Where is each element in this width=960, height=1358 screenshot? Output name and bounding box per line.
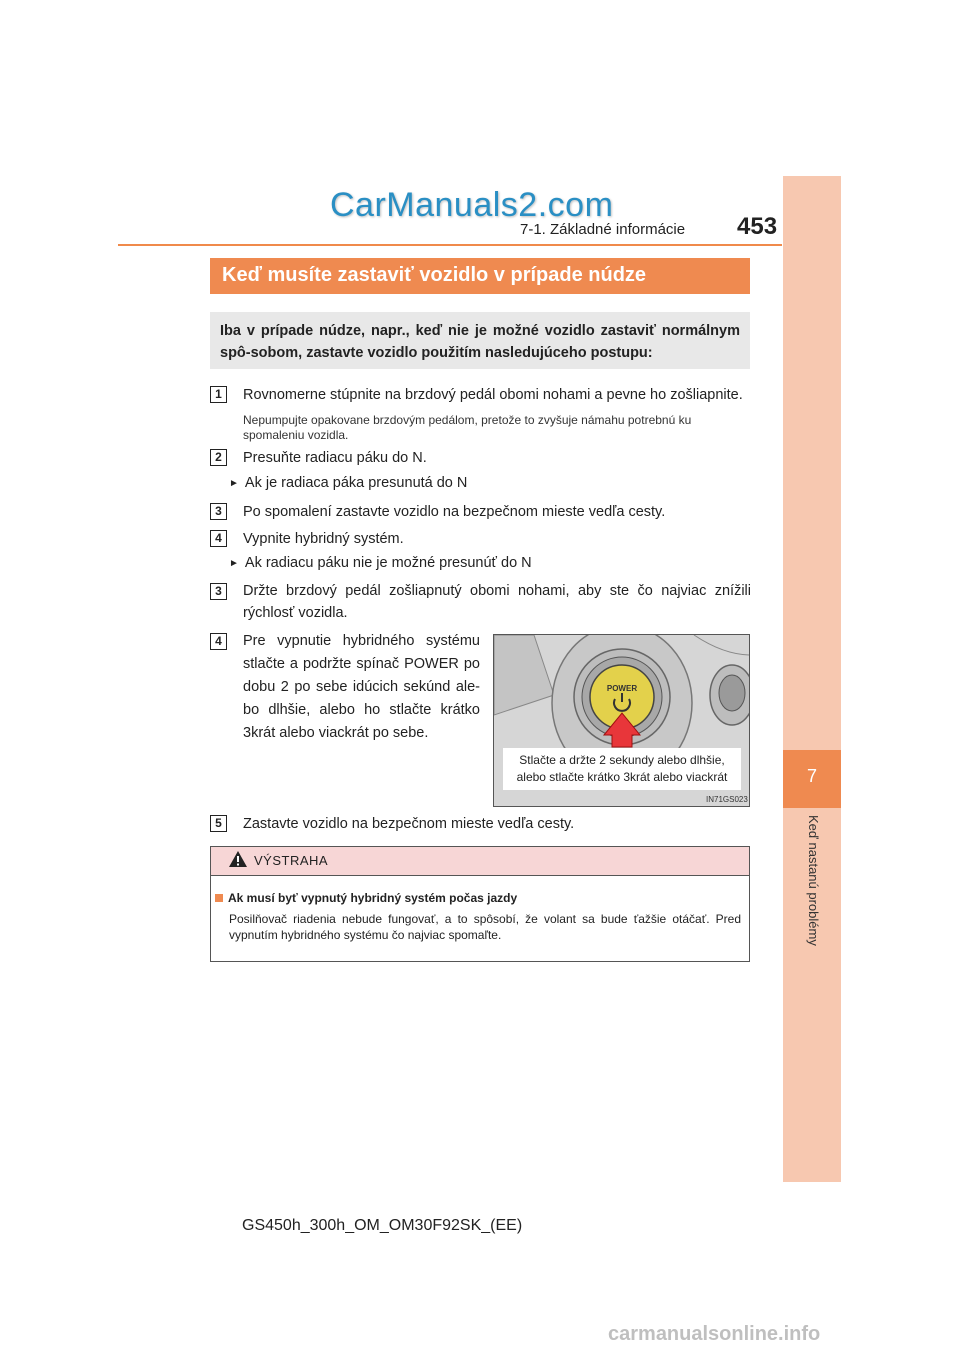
intro-text: Iba v prípade núdze, napr., keď nie je možné vozidlo zastaviť normálnym spô-sobom, zastavte vozidlo použitím nasledujúceho postupu: (210, 312, 750, 369)
header-rule (118, 244, 782, 246)
page-title: Keď musíte zastaviť vozidlo v prípade núdze (210, 258, 750, 294)
case-a-text: Ak je radiaca páka presunutá do N (244, 475, 468, 491)
side-tab (783, 176, 841, 1182)
step-4b-text: Pre vypnutie hybridného systému stlačte a podržte spínač POWER po dobu 2 po sebe idúcich sekúnd ale-bo dlhšie, alebo ho stlačte krátko 3krát alebo viackrát po sebe. (243, 633, 480, 741)
step-badge-3a: 3 (210, 503, 227, 520)
warning-text: Posilňovač riadenia nebude fungovať, a to spôsobí, že volant sa bude ťažšie otáčať. Pred vypnutím hybridného systému čo najviac spomaľte. (229, 912, 741, 942)
side-tab-label: Keď nastanú problémy (806, 815, 821, 946)
power-label: POWER (606, 684, 638, 693)
caption-line-2: alebo stlačte krátko 3krát alebo viackrát (516, 770, 728, 784)
triangle-right-icon: ► (229, 558, 239, 569)
step-badge-5: 5 (210, 815, 227, 832)
step-3a-text: Po spomalení zastavte vozidlo na bezpečnom mieste vedľa cesty. (243, 504, 666, 520)
side-tab-number: 7 (806, 766, 817, 786)
step-badge-2: 2 (210, 449, 227, 466)
step-badge-4b: 4 (210, 633, 227, 650)
step-3b-text: Držte brzdový pedál zošliapnutý obomi nohami, aby ste čo najviac znížili rýchlosť vozidla. (243, 583, 751, 621)
warning-title: Ak musí byť vypnutý hybridný systém počas jazdy (228, 891, 518, 905)
step-badge-3b: 3 (210, 583, 227, 600)
warning-triangle-icon (228, 850, 248, 868)
case-b-heading (229, 555, 532, 571)
page-number: 453 (737, 213, 778, 240)
caption-line-1: Stlačte a držte 2 sekundy alebo dlhšie, (519, 753, 725, 767)
figure-caption (503, 748, 741, 790)
watermark-top: CarManuals2.com (330, 186, 614, 224)
footer-code: GS450h_300h_OM_OM30F92SK_(EE) (242, 1217, 523, 1234)
watermark-bottom: carmanualsonline.info (608, 1323, 821, 1345)
warning-label: VÝSTRAHA (254, 853, 329, 868)
warning-bullet-icon (215, 894, 223, 902)
case-a-heading (229, 475, 467, 491)
section-header: 7-1. Základné informácie (520, 221, 686, 238)
step-1-text: Rovnomerne stúpnite na brzdový pedál obomi nohami a pevne ho zošliapnite. (243, 387, 743, 403)
triangle-right-icon: ► (229, 478, 239, 489)
step-badge-1: 1 (210, 386, 227, 403)
step-1-note: Nepumpujte opakovane brzdovým pedálom, pretože to zvyšuje námahu potrebnú ku spomaleniu vozidla. (243, 413, 692, 442)
step-2-text: Presuňte radiacu páku do N. (243, 450, 427, 466)
step-4a-text: Vypnite hybridný systém. (243, 531, 404, 547)
case-b-text: Ak radiacu páku nie je možné presunúť do N (244, 555, 532, 571)
step-badge-4a: 4 (210, 530, 227, 547)
step-5-text: Zastavte vozidlo na bezpečnom mieste vedľa cesty. (243, 816, 575, 832)
figure-code: IN71GS023 (706, 795, 748, 804)
